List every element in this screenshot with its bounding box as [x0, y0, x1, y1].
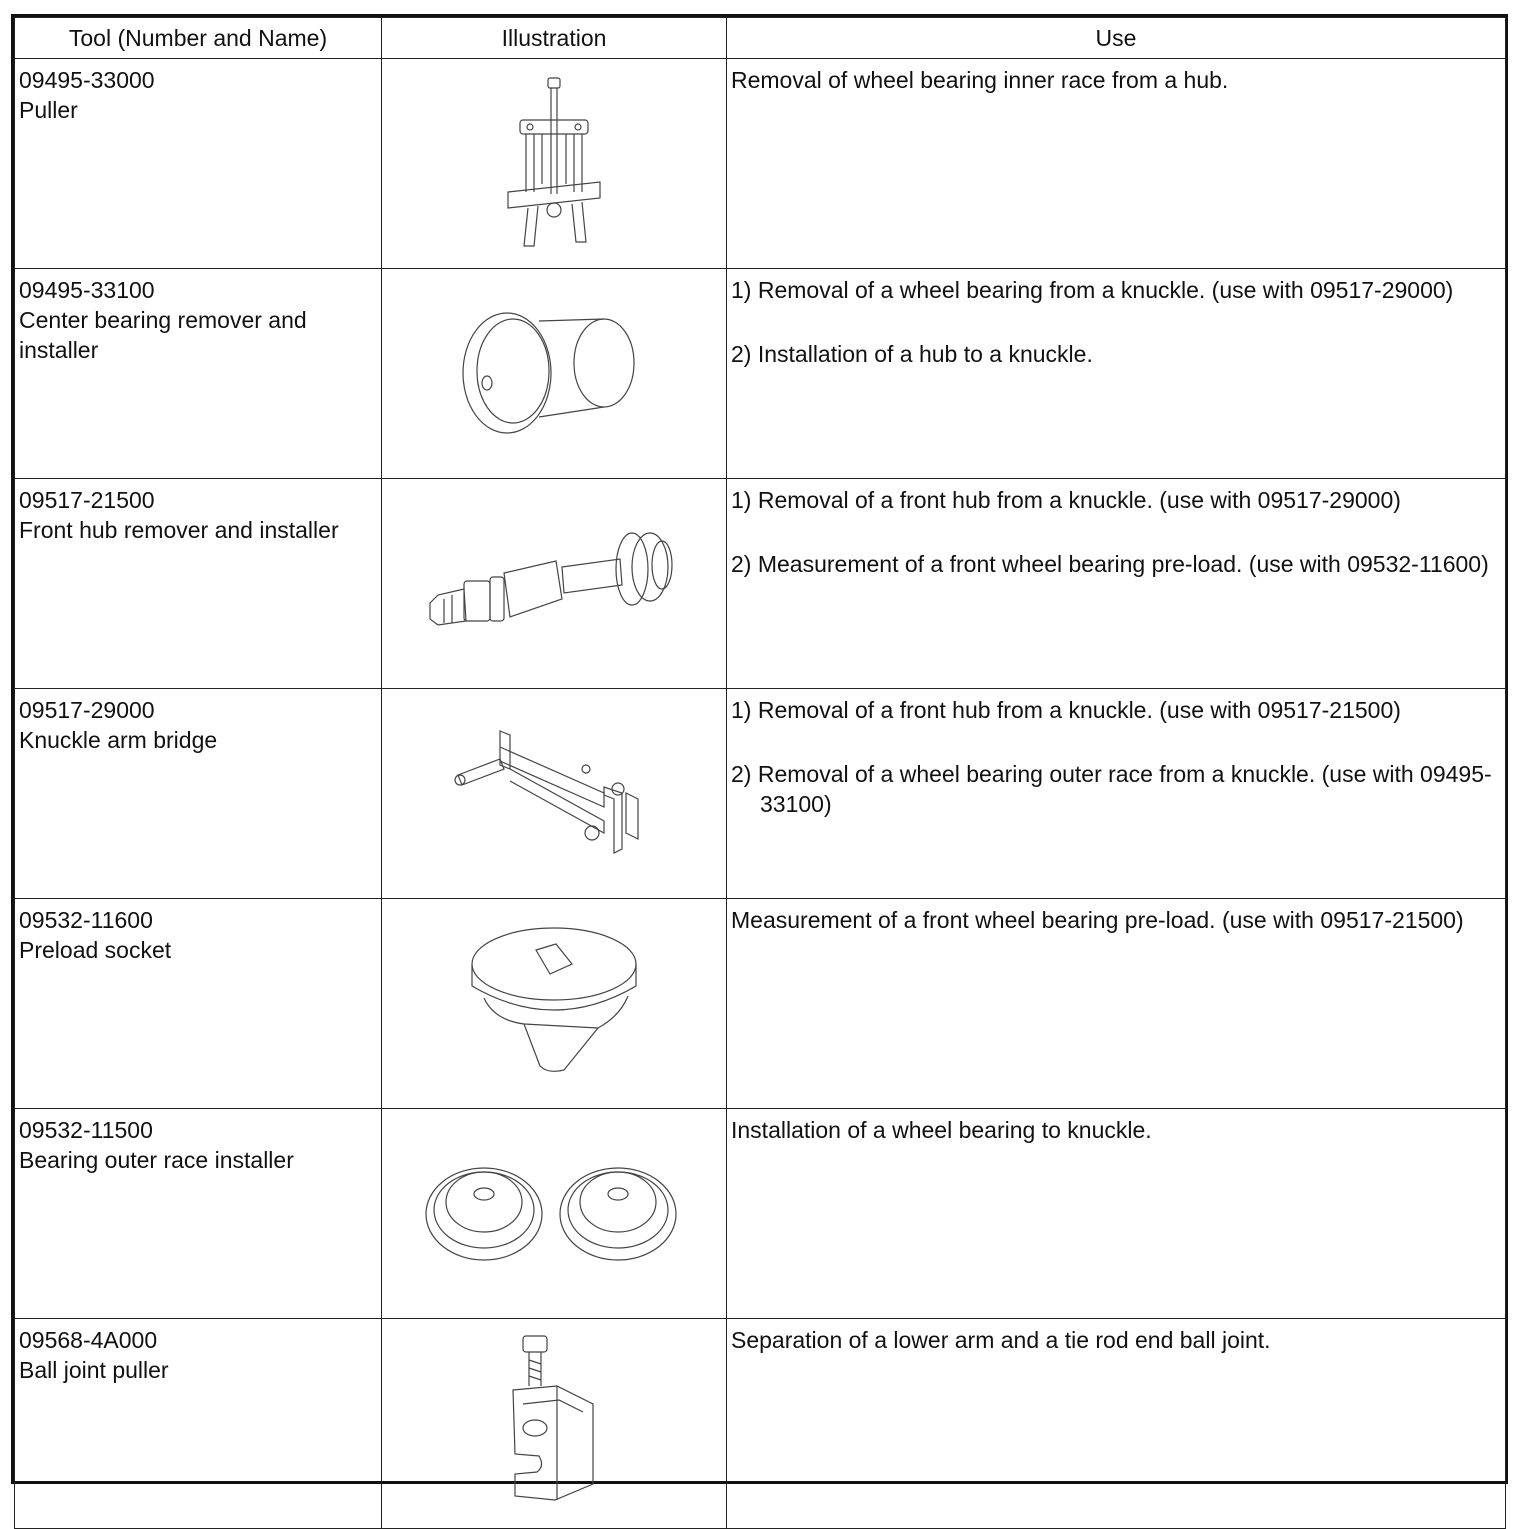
use-text: Removal of wheel bearing inner race from a hub. — [731, 67, 1229, 93]
tool-number: 09532-11600 — [19, 907, 153, 933]
use-item: 2) Installation of a hub to a knuckle. — [731, 341, 1093, 367]
illustration-cell — [382, 1319, 727, 1529]
tool-cell — [15, 59, 382, 269]
knuckle-arm-bridge-icon — [454, 729, 654, 859]
use-list — [731, 275, 1501, 369]
tool-name: Bearing outer race installer — [19, 1147, 294, 1173]
illustration-cell — [382, 1109, 727, 1319]
table-row — [15, 1109, 1506, 1319]
use-list — [731, 485, 1501, 579]
table-row — [15, 1319, 1506, 1529]
use-item: 1) Removal of a front hub from a knuckle. (use with 09517-29000) — [731, 487, 1401, 513]
table-row — [15, 269, 1506, 479]
tool-name: Center bearing remover and installer — [19, 307, 307, 363]
use-item: 1) Removal of a front hub from a knuckle. (use with 09517-21500) — [731, 697, 1401, 723]
tool-number: 09517-29000 — [19, 697, 155, 723]
tool-cell — [15, 479, 382, 689]
puller-icon — [494, 74, 614, 254]
tool-number: 09532-11500 — [19, 1117, 153, 1143]
table-header-row — [15, 18, 1506, 59]
use-item: 1) Removal of a wheel bearing from a knuckle. (use with 09517-29000) — [731, 277, 1454, 303]
use-cell — [727, 479, 1506, 689]
use-text: Separation of a lower arm and a tie rod end ball joint. — [731, 1327, 1271, 1353]
illustration-cell — [382, 689, 727, 899]
tool-name: Front hub remover and installer — [19, 517, 339, 543]
illustration-cell — [382, 269, 727, 479]
header-use: Use — [727, 18, 1506, 59]
preload-socket-icon — [464, 924, 644, 1084]
special-tools-table — [14, 17, 1506, 1529]
tool-cell — [15, 899, 382, 1109]
tool-number: 09568-4A000 — [19, 1327, 158, 1353]
use-cell — [727, 269, 1506, 479]
illustration-cell — [382, 59, 727, 269]
tool-cell — [15, 1109, 382, 1319]
outer-race-installer-icon — [424, 1164, 684, 1264]
tool-number: 09495-33000 — [19, 67, 155, 93]
table-row — [15, 689, 1506, 899]
bearing-remover-installer-icon — [459, 309, 649, 439]
hub-remover-installer-icon — [424, 529, 684, 639]
tool-name: Puller — [19, 97, 78, 123]
use-cell — [727, 899, 1506, 1109]
use-cell — [727, 689, 1506, 899]
tool-name: Ball joint puller — [19, 1357, 169, 1383]
illustration-cell — [382, 899, 727, 1109]
header-tool: Tool (Number and Name) — [15, 18, 382, 59]
table-row — [15, 899, 1506, 1109]
tool-cell — [15, 1319, 382, 1529]
header-illustration: Illustration — [382, 18, 727, 59]
tool-name: Knuckle arm bridge — [19, 727, 218, 753]
tool-cell — [15, 269, 382, 479]
use-cell — [727, 1319, 1506, 1529]
use-item: 2) Removal of a wheel bearing outer race from a knuckle. (use with 09495-33100) — [731, 761, 1492, 817]
tool-name: Preload socket — [19, 937, 172, 963]
tool-number: 09517-21500 — [19, 487, 155, 513]
use-item: 2) Measurement of a front wheel bearing pre-load. (use with 09532-11600) — [731, 551, 1489, 577]
tool-cell — [15, 689, 382, 899]
ball-joint-puller-icon — [499, 1334, 609, 1514]
use-text: Installation of a wheel bearing to knuckle. — [731, 1117, 1152, 1143]
table-row — [15, 479, 1506, 689]
use-cell — [727, 1109, 1506, 1319]
use-list — [731, 695, 1501, 819]
use-text: Measurement of a front wheel bearing pre-load. (use with 09517-21500) — [731, 907, 1464, 933]
tool-number: 09495-33100 — [19, 277, 155, 303]
table-row — [15, 59, 1506, 269]
use-cell — [727, 59, 1506, 269]
illustration-cell — [382, 479, 727, 689]
